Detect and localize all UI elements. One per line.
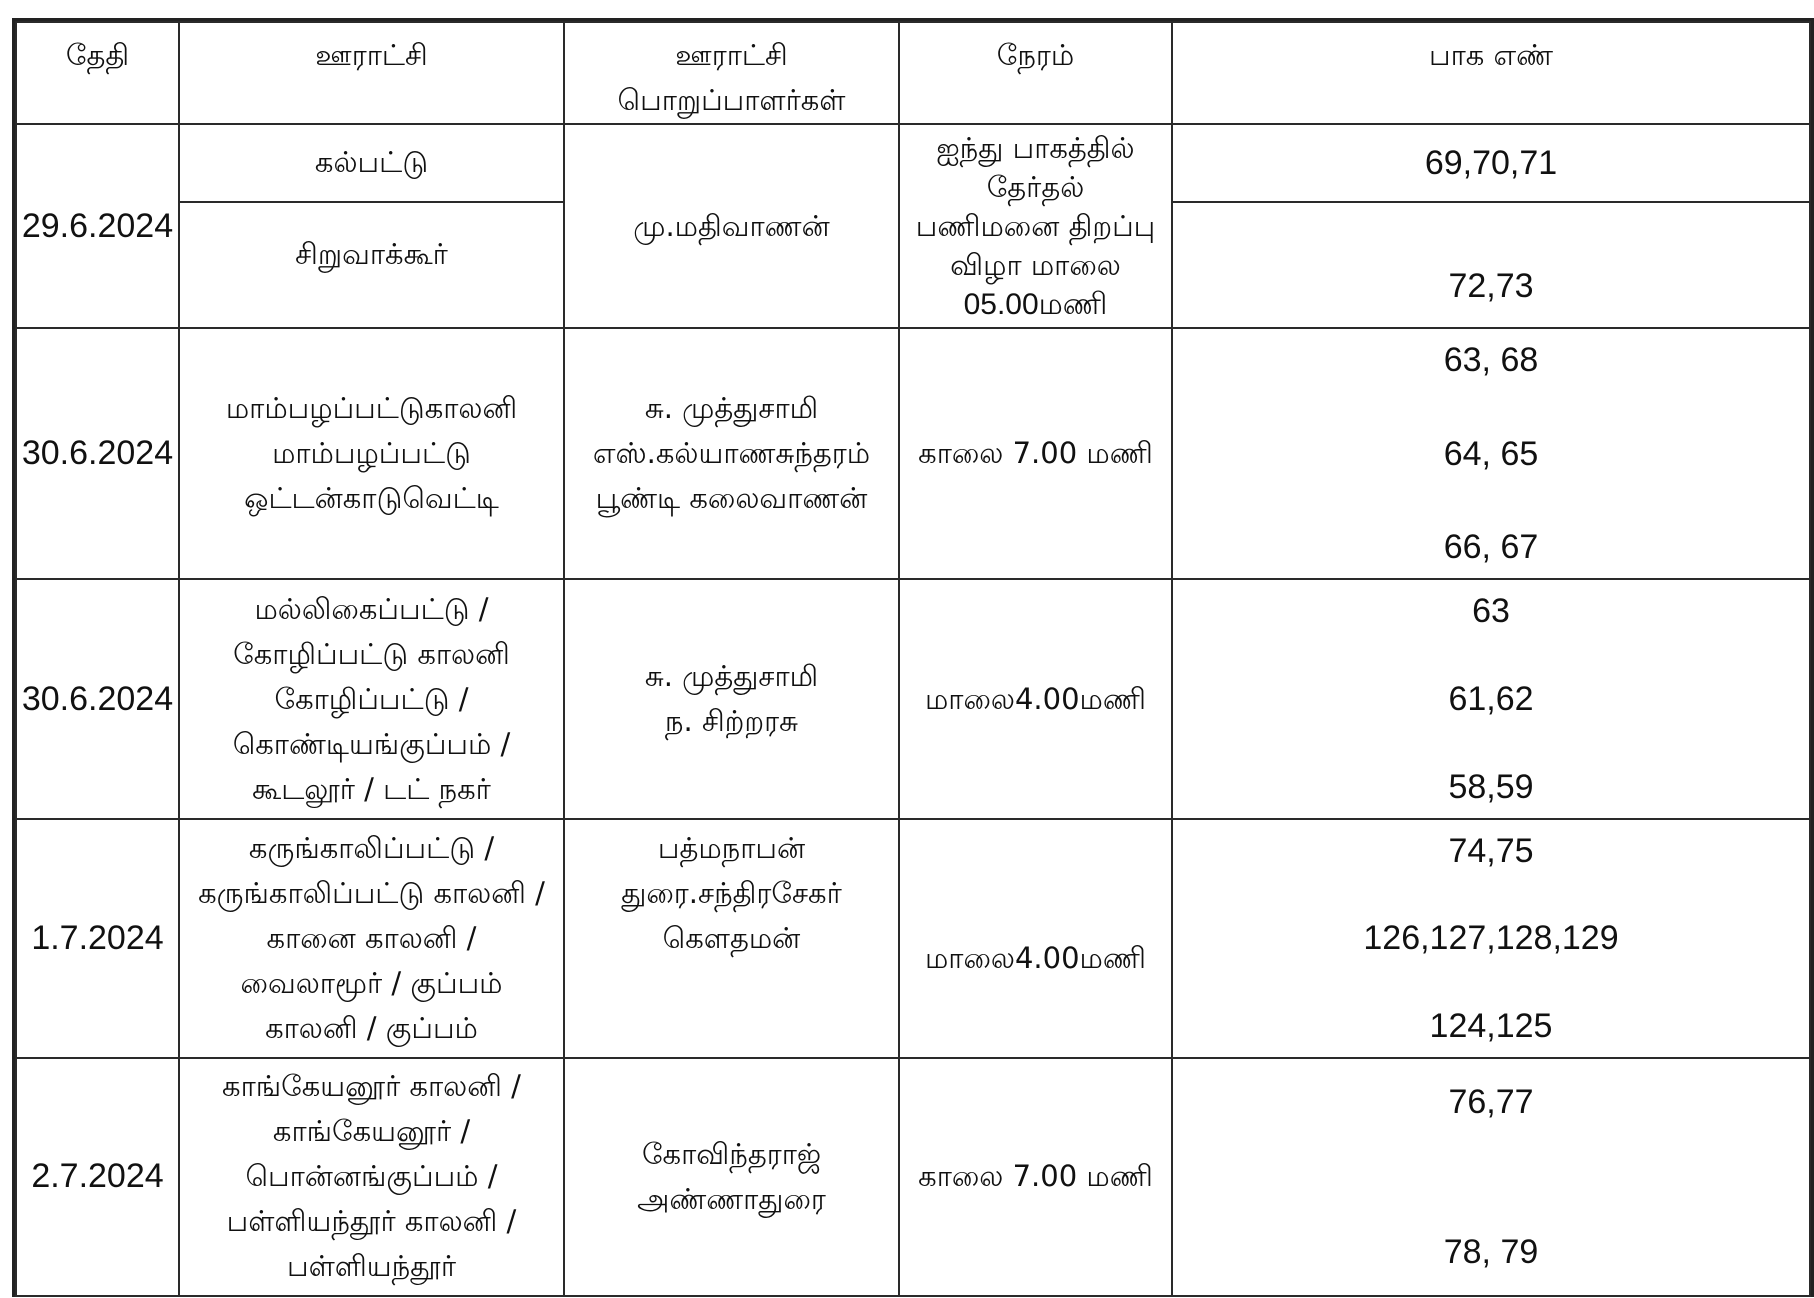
time-line: பணிமனை திறப்பு: [915, 208, 1156, 243]
time-line: 05.00மணி: [963, 287, 1108, 321]
row-time: மாலை4.00மணி: [899, 579, 1172, 819]
part-number: 63, 68: [1443, 341, 1539, 380]
row-village: [179, 1058, 564, 1296]
row-village: [179, 579, 564, 819]
time-line: விழா மாலை: [950, 247, 1121, 282]
village-line: கோழிப்பட்டு காலனி: [233, 636, 510, 671]
row-village: கல்பட்டு: [179, 124, 564, 202]
table-row: [16, 819, 1810, 1057]
village-line: பள்ளியந்தூர் காலனி /: [226, 1204, 517, 1239]
header-date: தேதி: [16, 22, 179, 124]
part-number: 63: [1472, 591, 1510, 630]
part-number: 74,75: [1448, 832, 1534, 871]
row-incharge: [564, 124, 899, 328]
village-line: கானை காலனி /: [266, 920, 477, 955]
village-line: காலனி / குப்பம்: [265, 1010, 478, 1045]
village-line: மாம்பழப்பட்டுகாலனி: [225, 391, 518, 426]
incharge-name: கோவிந்தராஜ்: [641, 1136, 822, 1171]
row-incharge: [564, 579, 899, 819]
row-time: காலை 7.00 மணி: [899, 1058, 1172, 1296]
incharge-name: சு. முத்துசாமி: [644, 391, 819, 426]
header-part-number: பாக எண்: [1172, 22, 1810, 124]
row-part-numbers: [1172, 1058, 1810, 1296]
row-village: [179, 328, 564, 579]
row-date: 2.7.2024: [16, 1058, 179, 1296]
village-line: பள்ளியந்தூர்: [287, 1249, 456, 1284]
row-incharge: [564, 328, 899, 579]
part-number: 64, 65: [1443, 434, 1539, 473]
schedule-table-frame: [12, 18, 1814, 1297]
village-line: கருங்காலிப்பட்டு /: [248, 830, 495, 865]
village-line: கருங்காலிப்பட்டு காலனி /: [198, 875, 545, 910]
table-row: [16, 328, 1810, 579]
incharge-name: ந. சிற்றரசு: [664, 704, 799, 739]
header-incharge: ஊராட்சி பொறுப்பாளர்கள்: [564, 22, 899, 124]
row-part-numbers: [1172, 579, 1810, 819]
incharge-name: சு. முத்துசாமி: [644, 659, 819, 694]
village-line: பொன்னங்குப்பம் /: [245, 1159, 498, 1194]
header-time: நேரம்: [899, 22, 1172, 124]
village-line: ஒட்டன்காடுவெட்டி: [244, 481, 499, 516]
row-incharge: [564, 1058, 899, 1296]
part-number-stack: [1173, 820, 1809, 1056]
time-line: தேர்தல்: [986, 169, 1085, 204]
village-line: காங்கேயனூர் /: [272, 1114, 471, 1149]
part-number-stack: [1173, 329, 1809, 578]
village-line: வைலாமூர் / குப்பம்: [240, 965, 503, 1000]
incharge-name: பத்மநாபன்: [657, 831, 806, 866]
village-line: மல்லிகைப்பட்டு /: [254, 591, 489, 626]
row-date: 29.6.2024: [16, 124, 179, 328]
incharge-name: மு.மதிவாணன்: [633, 208, 830, 243]
row-time: [899, 124, 1172, 328]
part-number-stack: [1173, 1059, 1809, 1295]
incharge-name: எஸ்.கல்யாணசுந்தரம்: [592, 436, 871, 471]
row-part-number: 69,70,71: [1172, 124, 1810, 202]
schedule-table: [15, 21, 1811, 1297]
row-date: 30.6.2024: [16, 328, 179, 579]
row-date: 1.7.2024: [16, 819, 179, 1057]
village-line: கோழிப்பட்டு /: [274, 681, 469, 716]
header-row: [16, 22, 1810, 124]
part-number: 76,77: [1448, 1082, 1534, 1121]
incharge-name: பூண்டி கலைவாணன்: [595, 481, 868, 516]
time-line: ஐந்து பாகத்தில்: [936, 130, 1135, 165]
row-part-number: 72,73: [1172, 202, 1810, 328]
row-village: [179, 819, 564, 1057]
incharge-name: அண்ணாதுரை: [637, 1181, 826, 1216]
incharge-name: துரை.சந்திரசேகர்: [621, 876, 842, 911]
village-line: காங்கேயனூர் காலனி /: [222, 1069, 521, 1104]
part-number-stack: [1173, 580, 1809, 818]
row-time: மாலை4.00மணி: [899, 819, 1172, 1057]
part-number: 58,59: [1448, 768, 1534, 807]
row-part-numbers: [1172, 328, 1810, 579]
table-row: [16, 1058, 1810, 1296]
part-number: 124,125: [1429, 1006, 1553, 1045]
village-line: மாம்பழப்பட்டு: [272, 436, 471, 471]
incharge-name: கௌதமன்: [662, 921, 801, 956]
row-village: சிறுவாக்கூர்: [179, 202, 564, 328]
part-number: 78, 79: [1443, 1233, 1539, 1271]
table-row: [16, 124, 1810, 202]
table-row: [16, 579, 1810, 819]
row-incharge: [564, 819, 899, 1057]
header-village: ஊராட்சி: [179, 22, 564, 124]
village-line: கூடலூர் / டட் நகர்: [252, 771, 491, 806]
part-number: 61,62: [1448, 680, 1534, 719]
part-number: 66, 67: [1443, 527, 1539, 566]
row-time: காலை 7.00 மணி: [899, 328, 1172, 579]
row-part-numbers: [1172, 819, 1810, 1057]
part-number: 126,127,128,129: [1363, 919, 1619, 958]
village-line: கொண்டியங்குப்பம் /: [232, 726, 511, 761]
row-date: 30.6.2024: [16, 579, 179, 819]
